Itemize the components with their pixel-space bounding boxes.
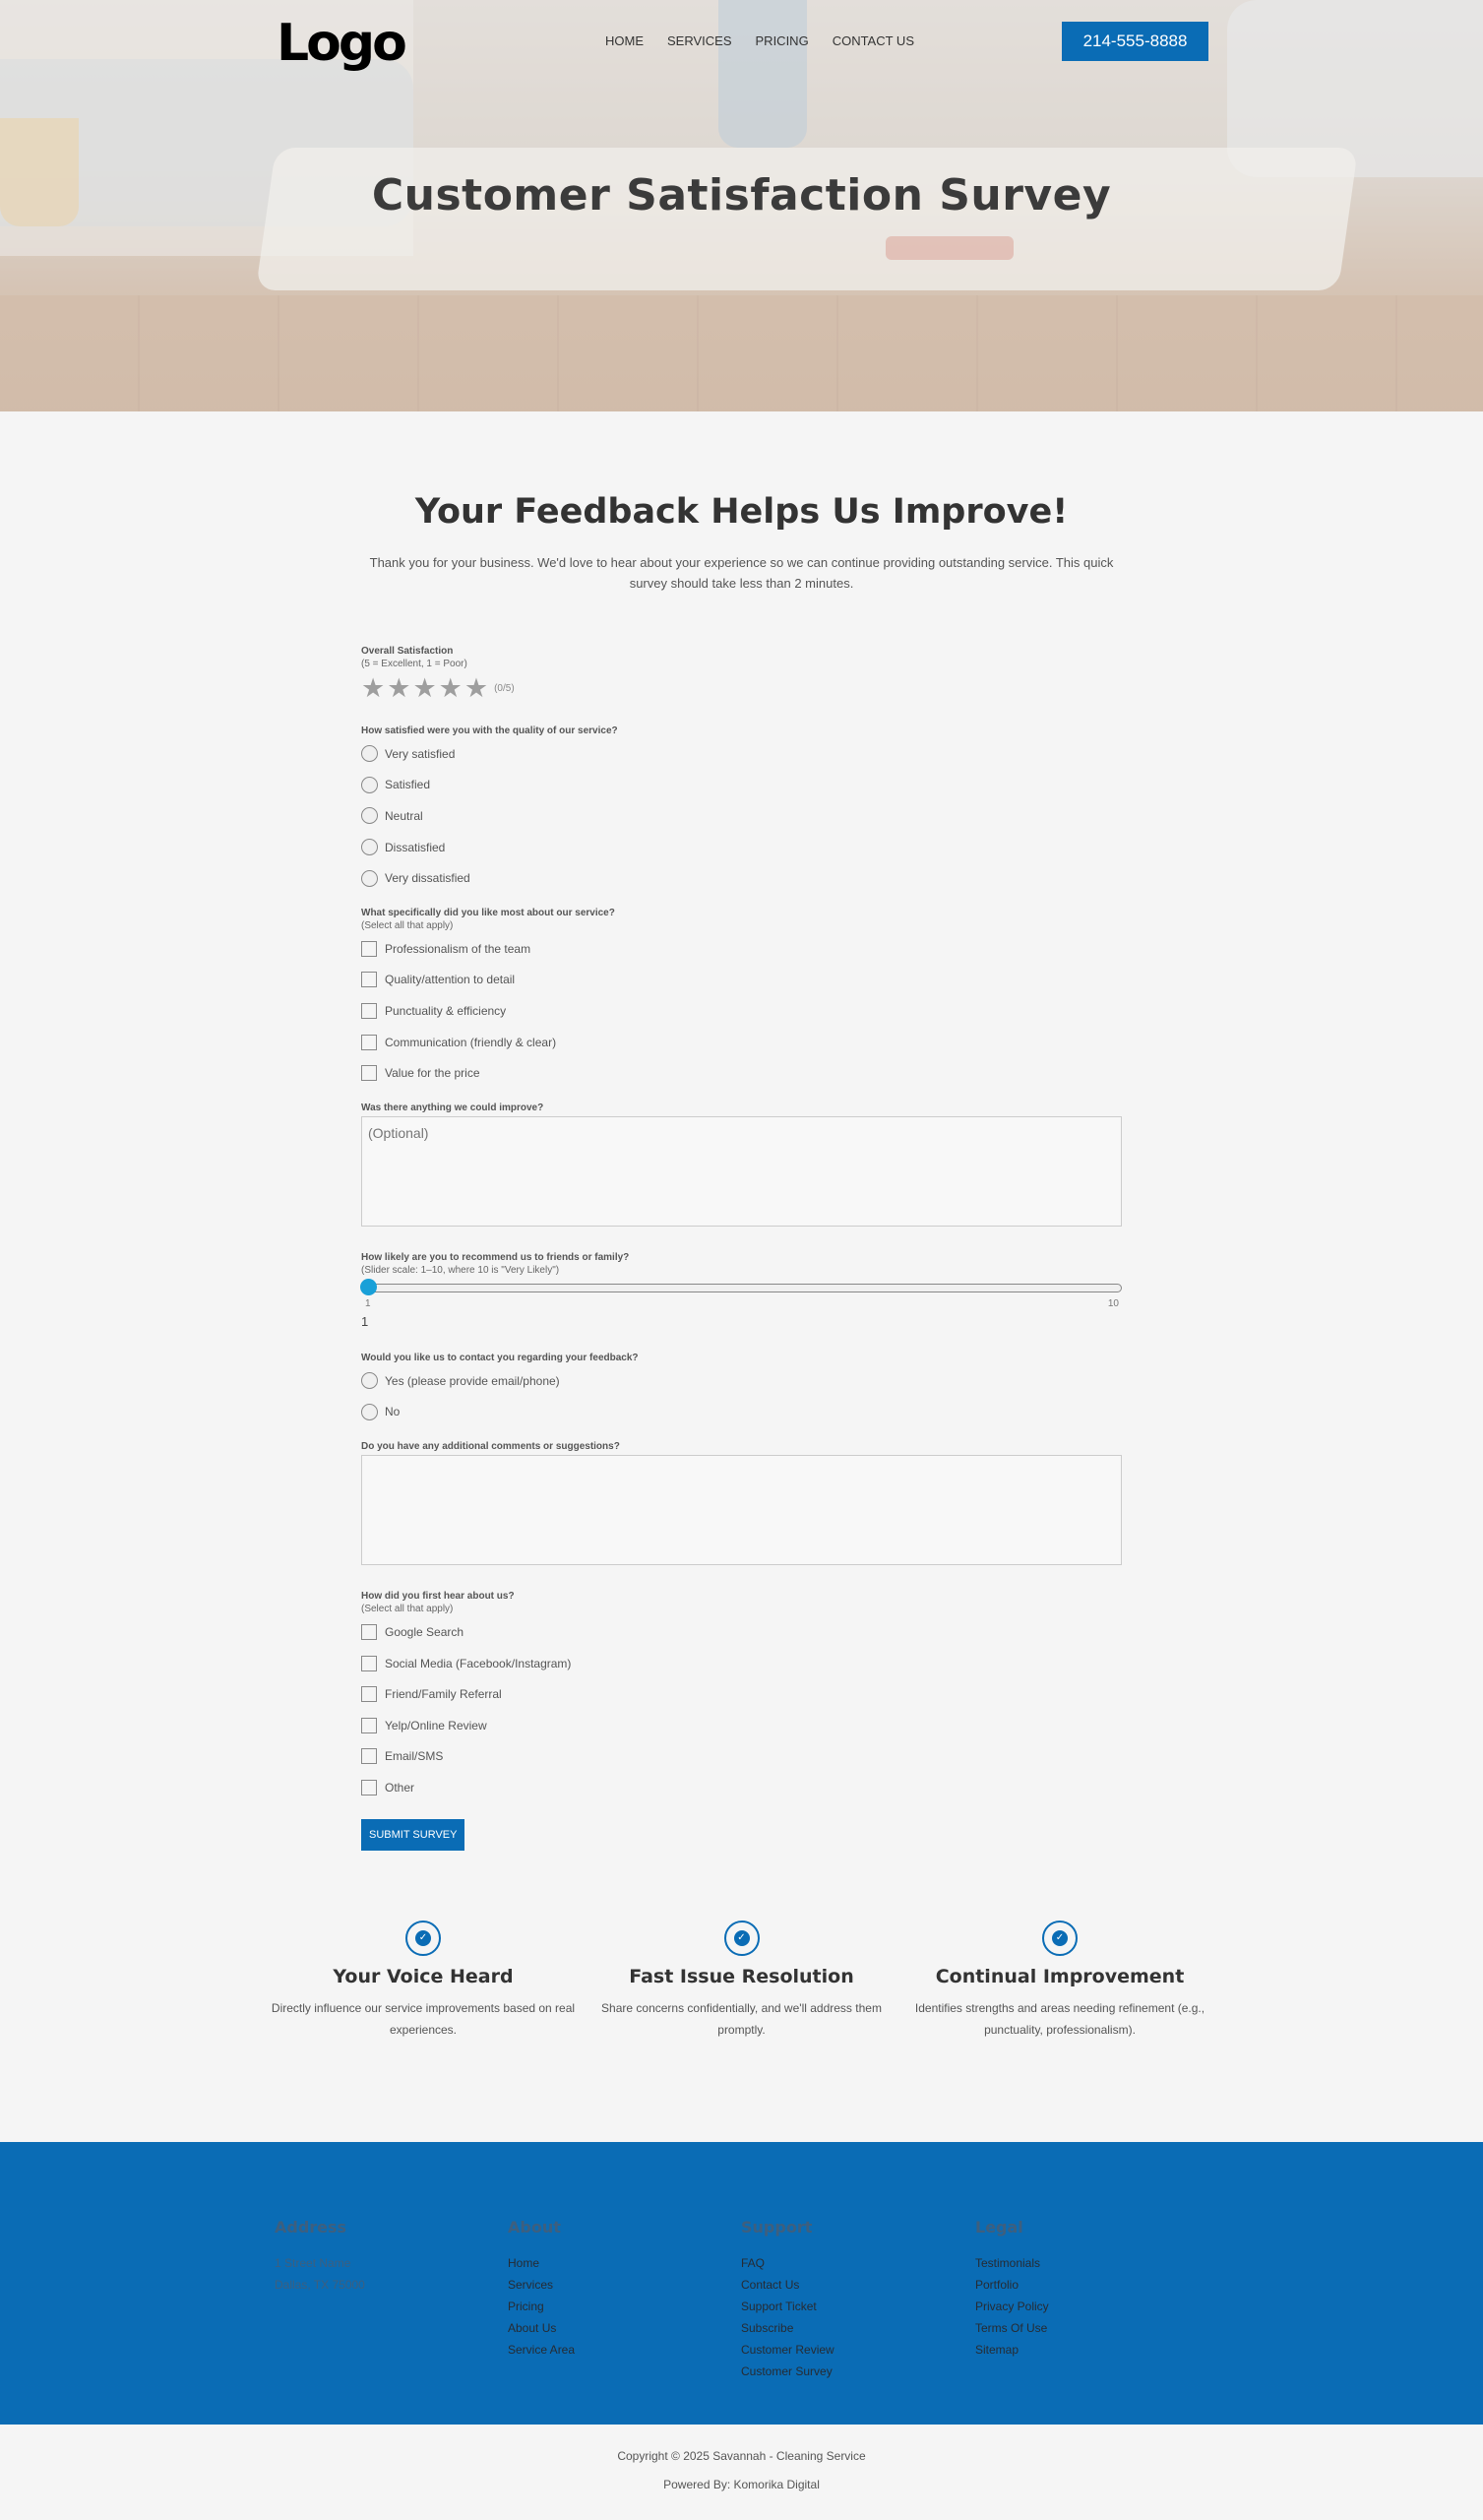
option-label: Satisfied	[385, 778, 431, 792]
option-label: Yes (please provide email/phone)	[385, 1373, 560, 1388]
slider-value: 1	[361, 1313, 369, 1329]
footer-link-privacy-policy[interactable]: Privacy Policy	[975, 2300, 1049, 2313]
checkbox[interactable]	[361, 1624, 377, 1640]
checkbox[interactable]	[361, 1780, 377, 1796]
footer-link-customer-review[interactable]: Customer Review	[741, 2343, 834, 2357]
radio-option[interactable]	[361, 1397, 1122, 1428]
star-icon-2[interactable]: ★	[387, 673, 411, 703]
footer-link-pricing[interactable]: Pricing	[508, 2300, 544, 2313]
checkbox-option[interactable]	[361, 1678, 1122, 1710]
radio-option[interactable]	[361, 1365, 1122, 1397]
footer-support-column	[741, 2218, 834, 2382]
checkbox-option[interactable]	[361, 965, 1122, 996]
intro-heading: Your Feedback Helps Us Improve!	[414, 492, 1069, 532]
footer-about-column	[508, 2218, 575, 2361]
question-additional-comments	[361, 1441, 1122, 1565]
checkbox-option[interactable]	[361, 1027, 1122, 1058]
option-label: Yelp/Online Review	[385, 1718, 487, 1732]
question-contact-back	[361, 1353, 1122, 1427]
checkbox[interactable]	[361, 1718, 377, 1733]
main-nav	[605, 33, 938, 48]
checkbox[interactable]	[361, 1748, 377, 1764]
radio-button[interactable]	[361, 807, 378, 824]
radio-button[interactable]	[361, 839, 378, 855]
question-service-quality	[361, 725, 1122, 894]
option-label: Communication (friendly & clear)	[385, 1035, 557, 1049]
footer-link-services[interactable]: Services	[508, 2278, 554, 2292]
checkbox[interactable]	[361, 972, 377, 987]
radio-button[interactable]	[361, 1404, 378, 1420]
feature-card	[266, 1921, 581, 2041]
option-label: Google Search	[385, 1624, 464, 1639]
slider-thumb[interactable]	[360, 1279, 377, 1295]
option-label: Email/SMS	[385, 1749, 444, 1764]
intro-text: Thank you for your business. We'd love to hear about your experience so we can continue providing outstanding service. This quick survey should take less than 2 minutes.	[369, 555, 1114, 591]
checkbox[interactable]	[361, 1003, 377, 1019]
feature-text: Directly influence our service improvements based on real experiences.	[271, 2001, 576, 2037]
nav-home[interactable]: HOME	[605, 33, 644, 48]
site-logo[interactable]: Logo	[277, 14, 404, 73]
checkbox-option[interactable]	[361, 1616, 1122, 1648]
nav-services[interactable]: SERVICES	[667, 33, 732, 48]
address-line: Dallas, TX 75000	[275, 2278, 365, 2292]
option-label: Neutral	[385, 808, 423, 823]
radio-button[interactable]	[361, 1372, 378, 1389]
footer-link-home[interactable]: Home	[508, 2256, 540, 2270]
radio-button[interactable]	[361, 777, 378, 793]
survey-form	[361, 646, 1122, 1851]
feature-card	[902, 1921, 1217, 2041]
checkbox-option[interactable]	[361, 1710, 1122, 1741]
question-hint: (5 = Excellent, 1 = Poor)	[361, 659, 467, 669]
radio-option[interactable]	[361, 800, 1122, 832]
checkbox[interactable]	[361, 1065, 377, 1081]
checkbox[interactable]	[361, 1035, 377, 1050]
slider-scale	[361, 1298, 1122, 1309]
footer-link-faq[interactable]: FAQ	[741, 2256, 766, 2270]
footer-link-support-ticket[interactable]: Support Ticket	[741, 2300, 817, 2313]
checkbox[interactable]	[361, 1656, 377, 1671]
question-overall-satisfaction	[361, 646, 1122, 702]
check-circle-icon: ✓	[405, 1921, 441, 1956]
star-rating	[361, 675, 1122, 702]
page-title: Customer Satisfaction Survey	[371, 170, 1112, 220]
checkbox[interactable]	[361, 941, 377, 957]
star-icon-1[interactable]: ★	[361, 673, 386, 703]
question-hint: (Slider scale: 1–10, where 10 is "Very Likely")	[361, 1264, 560, 1276]
question-label: How likely are you to recommend us to friends or family?	[361, 1251, 630, 1263]
slider-min-label: 1	[365, 1297, 371, 1309]
option-label: No	[385, 1405, 401, 1419]
copyright-text: Copyright © 2025 Savannah - Cleaning Service	[617, 2449, 866, 2463]
footer-link-terms-of-use[interactable]: Terms Of Use	[975, 2321, 1048, 2335]
question-label: How satisfied were you with the quality of our service?	[361, 725, 618, 736]
star-icon-4[interactable]: ★	[438, 673, 463, 703]
footer-link-portfolio[interactable]: Portfolio	[975, 2278, 1020, 2292]
feature-title: Fast Issue Resolution	[629, 1966, 854, 1987]
footer-link-service-area[interactable]: Service Area	[508, 2343, 576, 2357]
option-label: Value for the price	[385, 1066, 480, 1081]
feature-text: Share concerns confidentially, and we'll address them promptly.	[601, 2001, 882, 2037]
submit-survey-button[interactable]: SUBMIT SURVEY	[361, 1819, 464, 1851]
powered-by-text[interactable]: Powered By: Komorika Digital	[663, 2478, 820, 2491]
checkbox-option[interactable]	[361, 1772, 1122, 1803]
check-circle-icon: ✓	[1042, 1921, 1078, 1956]
footer-link-contact-us[interactable]: Contact Us	[741, 2278, 800, 2292]
option-label: Very satisfied	[385, 746, 456, 761]
star-score: (0/5)	[494, 683, 515, 694]
option-label: Quality/attention to detail	[385, 973, 516, 987]
question-label: Was there anything we could improve?	[361, 1102, 544, 1113]
question-label: Do you have any additional comments or suggestions?	[361, 1441, 620, 1453]
footer-link-sitemap[interactable]: Sitemap	[975, 2343, 1020, 2357]
option-label: Punctuality & efficiency	[385, 1003, 507, 1018]
option-label: Friend/Family Referral	[385, 1687, 502, 1702]
radio-option[interactable]	[361, 832, 1122, 863]
checkbox-option[interactable]	[361, 995, 1122, 1027]
footer-address-column	[275, 2218, 365, 2296]
site-footer	[0, 2142, 1483, 2425]
question-label: What specifically did you like most about our service?	[361, 907, 615, 918]
question-liked-most	[361, 908, 1122, 1089]
feature-title: Continual Improvement	[935, 1966, 1185, 1987]
recommend-slider[interactable]	[361, 1284, 1122, 1292]
comments-textarea[interactable]	[361, 1455, 1122, 1565]
address-line: 1 Street Name	[275, 2256, 351, 2270]
footer-link-customer-survey[interactable]: Customer Survey	[741, 2364, 833, 2378]
radio-option[interactable]	[361, 770, 1122, 801]
option-label: Dissatisfied	[385, 840, 446, 854]
question-label: Would you like us to contact you regarding your feedback?	[361, 1352, 639, 1363]
question-hint: (Select all that apply)	[361, 919, 454, 931]
footer-heading: About	[508, 2218, 561, 2236]
option-label: Professionalism of the team	[385, 941, 531, 956]
checkbox-option[interactable]	[361, 933, 1122, 965]
feature-title: Your Voice Heard	[333, 1966, 514, 1987]
checkbox-option[interactable]	[361, 1741, 1122, 1773]
check-circle-icon: ✓	[724, 1921, 760, 1956]
footer-link-testimonials[interactable]: Testimonials	[975, 2256, 1041, 2270]
question-label: How did you first hear about us?	[361, 1591, 515, 1603]
feature-text: Identifies strengths and areas needing refinement (e.g., punctuality, professionalism).	[914, 2001, 1205, 2037]
footer-bottom-bar	[0, 2425, 1483, 2520]
footer-heading: Legal	[975, 2218, 1023, 2236]
slider-max-label: 10	[1107, 1297, 1119, 1309]
star-icon-5[interactable]: ★	[463, 673, 489, 703]
footer-link-subscribe[interactable]: Subscribe	[741, 2321, 794, 2335]
question-hint: (Select all that apply)	[361, 1604, 454, 1615]
improve-textarea[interactable]	[361, 1116, 1122, 1227]
footer-legal-column	[975, 2218, 1049, 2361]
footer-link-about-us[interactable]: About Us	[508, 2321, 557, 2335]
radio-option[interactable]	[361, 738, 1122, 770]
radio-button[interactable]	[361, 745, 378, 762]
question-heard-about-us	[361, 1591, 1122, 1803]
feature-card	[585, 1921, 899, 2041]
nav-pricing[interactable]: PRICING	[755, 33, 809, 48]
footer-heading: Address	[275, 2218, 347, 2236]
checkbox[interactable]	[361, 1686, 377, 1702]
checkbox-option[interactable]	[361, 1057, 1122, 1089]
checkbox-option[interactable]	[361, 1648, 1122, 1679]
question-improve	[361, 1102, 1122, 1227]
question-label: Overall Satisfaction	[361, 646, 454, 657]
star-icon-3[interactable]: ★	[412, 673, 437, 703]
nav-contact-us[interactable]: CONTACT US	[832, 33, 914, 48]
radio-option[interactable]	[361, 862, 1122, 894]
hero-banner	[0, 0, 1483, 411]
radio-button[interactable]	[361, 870, 378, 887]
option-label: Very dissatisfied	[385, 871, 470, 886]
option-label: Social Media (Facebook/Instagram)	[385, 1656, 572, 1670]
footer-heading: Support	[741, 2218, 813, 2236]
features-row	[266, 1921, 1217, 2041]
option-label: Other	[385, 1780, 415, 1795]
phone-button[interactable]: 214-555-8888	[1062, 22, 1208, 61]
question-recommend	[361, 1252, 1122, 1329]
